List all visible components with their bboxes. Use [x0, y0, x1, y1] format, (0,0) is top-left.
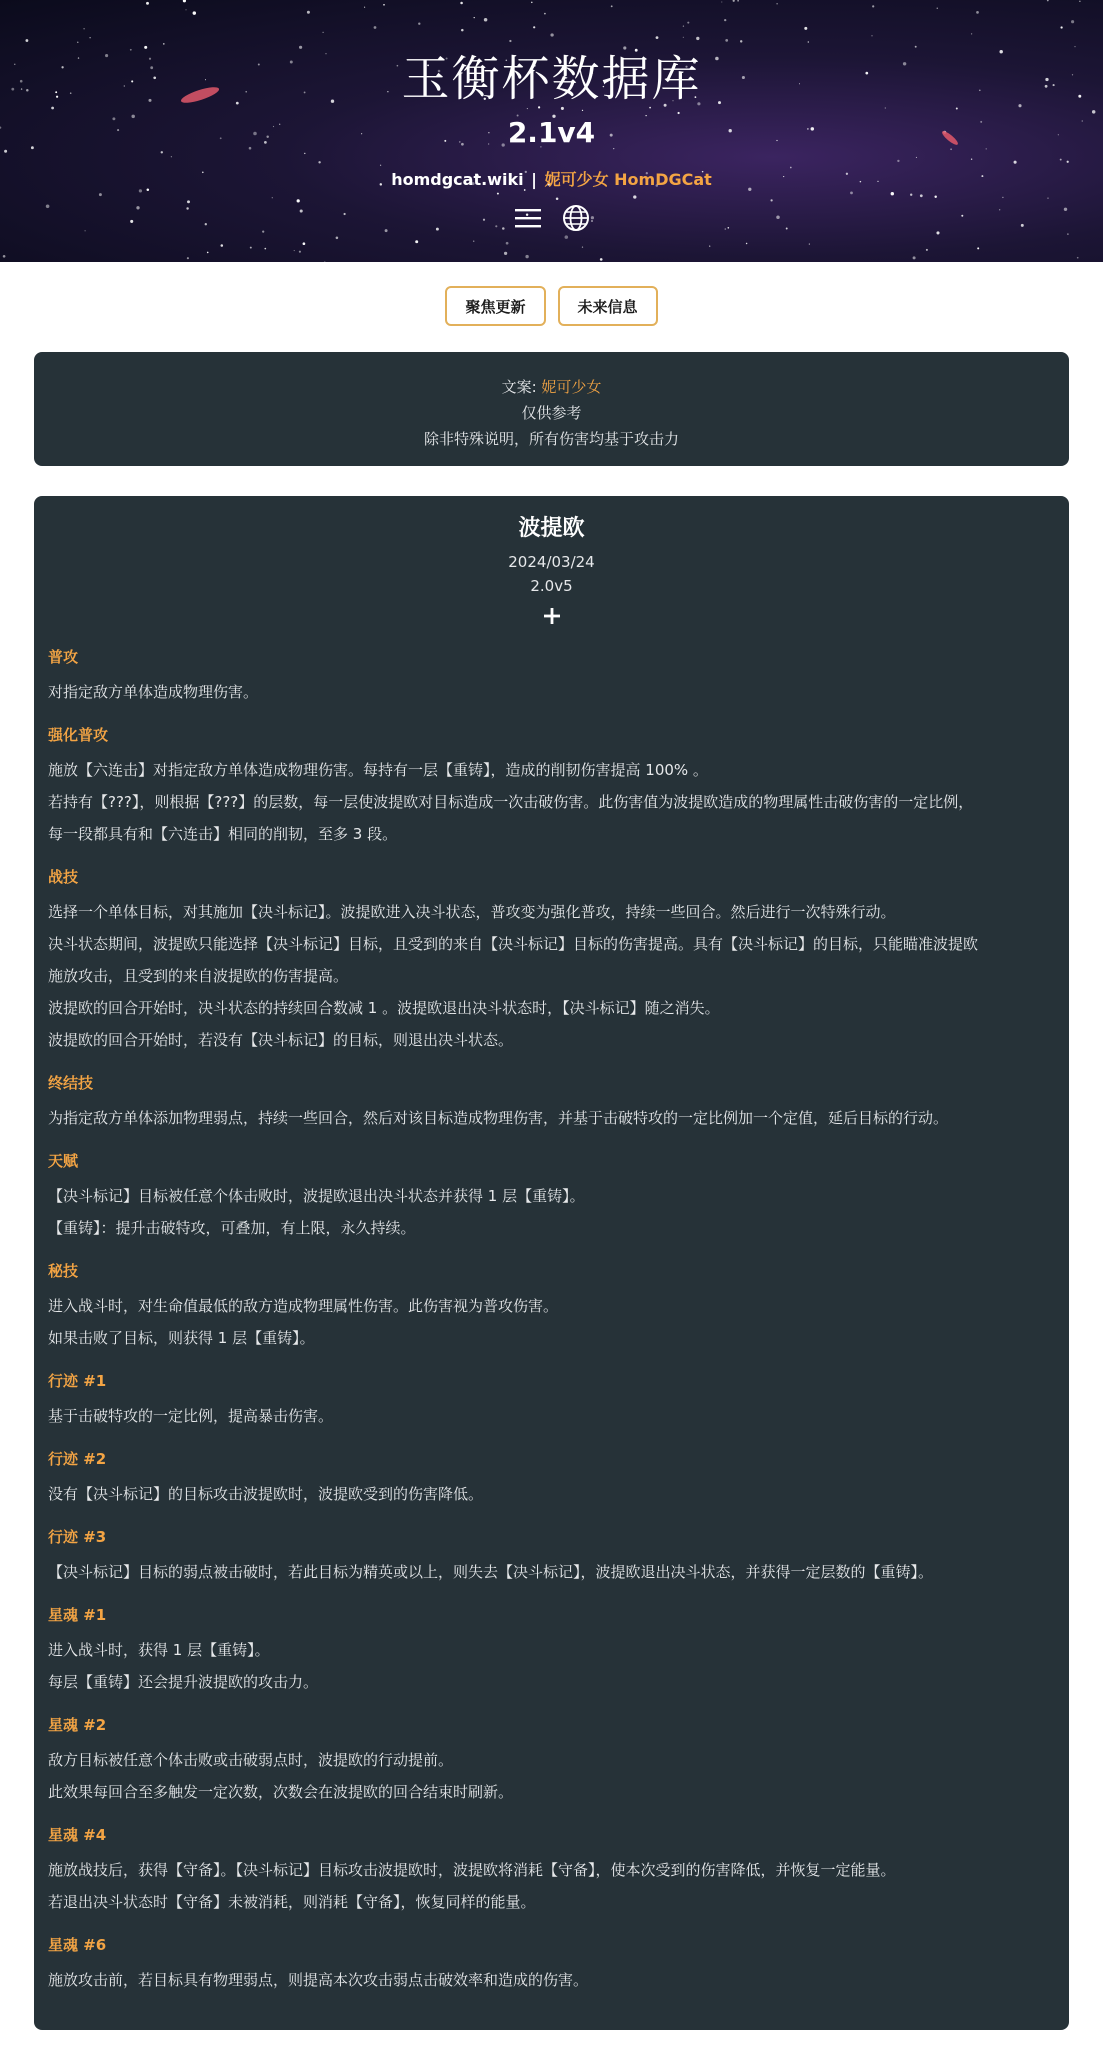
info-card: [34, 352, 1069, 466]
skill-description-line: 施放【六连击】对指定敌方单体造成物理伤害。每持有一层【重铸】，造成的削韧伤害提高 100% 。: [48, 761, 708, 779]
skill-description-line: 每层【重铸】还会提升波提欧的攻击力。: [48, 1673, 319, 1691]
skill-title: 行迹 #3: [48, 1528, 107, 1546]
author-link[interactable]: 妮可少女 HomDGCat: [544, 170, 712, 189]
skill-description-line: 若持有【???】，则根据【???】的层数，每一层使波提欧对目标造成一次击破伤害。此伤害值为波提欧造成的物理属性击破伤害的一定比例，: [48, 793, 974, 811]
skill-title: 星魂 #4: [48, 1826, 107, 1844]
skill-title: 强化普攻: [48, 726, 109, 744]
skill-description-line: 波提欧的回合开始时，决斗状态的持续回合数减 1 。波提欧退出决斗状态时，【决斗标记】随之消失。: [48, 999, 720, 1017]
skill-description-line: 【决斗标记】目标被任意个体击败时，波提欧退出决斗状态并获得 1 层【重铸】。: [48, 1187, 585, 1205]
skill-description-line: 此效果每回合至多触发一定次数，次数会在波提欧的回合结束时刷新。: [48, 1783, 514, 1801]
skill-description-line: 为指定敌方单体添加物理弱点，持续一些回合，然后对该目标造成物理伤害，并基于击破特攻的一定比例加一个定值，延后目标的行动。: [48, 1109, 949, 1127]
damage-note: 除非特殊说明，所有伤害均基于攻击力: [423, 430, 679, 448]
plus-icon[interactable]: [542, 606, 562, 626]
skill-description-line: 【重铸】：提升击破特攻，可叠加，有上限，永久持续。: [48, 1219, 416, 1237]
menu-icon[interactable]: [513, 203, 543, 233]
skill-title: 行迹 #2: [48, 1450, 107, 1468]
skill-description-line: 施放攻击，且受到的来自波提欧的伤害提高。: [48, 967, 349, 985]
nav-buttons: [0, 286, 1103, 326]
header-links: [0, 167, 1103, 190]
skill-title: 星魂 #1: [48, 1606, 107, 1624]
link-separator: |: [531, 170, 537, 189]
skill-list: [48, 644, 1055, 1996]
skill-section: [48, 1932, 1055, 1996]
skill-description-line: 波提欧的回合开始时，若没有【决斗标记】的目标，则退出决斗状态。: [48, 1031, 514, 1049]
site-link[interactable]: homdgcat.wiki: [391, 170, 524, 189]
globe-icon[interactable]: [561, 203, 591, 233]
skill-title: 星魂 #2: [48, 1716, 107, 1734]
skill-description-line: 施放战技后，获得【守备】。【决斗标记】目标攻击波提欧时，波提欧将消耗【守备】，使本次受到的伤害降低，并恢复一定能量。: [48, 1861, 896, 1879]
writer-line: [34, 374, 1069, 400]
header-icons: [0, 203, 1103, 233]
writer-name[interactable]: 妮可少女: [541, 378, 602, 396]
skill-title: 战技: [48, 868, 79, 886]
skill-section: [48, 1258, 1055, 1354]
skill-section: [48, 722, 1055, 850]
version-label: 2.1v4: [507, 116, 596, 149]
skill-title: 天赋: [48, 1152, 79, 1170]
skill-section: [48, 1446, 1055, 1510]
skill-title: 普攻: [48, 648, 79, 666]
skill-section: [48, 1822, 1055, 1918]
skill-description-line: 对指定敌方单体造成物理伤害。: [48, 683, 259, 701]
skill-description-line: 进入战斗时，对生命值最低的敌方造成物理属性伤害。此伤害视为普攻伤害。: [48, 1297, 559, 1315]
header-banner: [0, 0, 1103, 262]
skill-description-line: 进入战斗时，获得 1 层【重铸】。: [48, 1641, 270, 1659]
skill-section: [48, 1070, 1055, 1134]
skill-description-line: 【决斗标记】目标的弱点被击破时，若此目标为精英或以上，则失去【决斗标记】，波提欧退出决斗状态，并获得一定层数的【重铸】。: [48, 1563, 934, 1581]
page-title: 玉衡杯数据库: [401, 51, 702, 107]
skill-section: [48, 644, 1055, 708]
skill-description-line: 施放攻击前，若目标具有物理弱点，则提高本次攻击弱点击破效率和造成的伤害。: [48, 1971, 589, 1989]
skill-description-line: 若退出决斗状态时【守备】未被消耗，则消耗【守备】，恢复同样的能量。: [48, 1893, 536, 1911]
writer-label: 文案:: [501, 378, 537, 396]
skill-description-line: 敌方目标被任意个体击败或击破弱点时，波提欧的行动提前。: [48, 1751, 454, 1769]
skill-section: [48, 1712, 1055, 1808]
skill-section: [48, 1148, 1055, 1244]
skill-title: 终结技: [48, 1074, 94, 1092]
skill-description-line: 没有【决斗标记】的目标攻击波提欧时，波提欧受到的伤害降低。: [48, 1485, 484, 1503]
character-card: [34, 496, 1069, 2030]
character-name: 波提欧: [518, 516, 585, 541]
character-version: 2.0v5: [530, 577, 573, 595]
skill-section: [48, 864, 1055, 1056]
skill-description-line: 基于击破特攻的一定比例，提高暴击伤害。: [48, 1407, 334, 1425]
skill-description-line: 如果击败了目标，则获得 1 层【重铸】。: [48, 1329, 315, 1347]
focus-update-button[interactable]: 聚焦更新: [445, 286, 545, 326]
skill-section: [48, 1602, 1055, 1698]
skill-title: 行迹 #1: [48, 1372, 107, 1390]
skill-description-line: 选择一个单体目标，对其施加【决斗标记】。波提欧进入决斗状态，普攻变为强化普攻，持续一些回合。然后进行一次特殊行动。: [48, 903, 896, 921]
reference-note: 仅供参考: [521, 404, 582, 422]
skill-section: [48, 1524, 1055, 1588]
skill-section: [48, 1368, 1055, 1432]
character-date: 2024/03/24: [508, 553, 595, 571]
skill-description-line: 每一段都具有和【六连击】相同的削韧，至多 3 段。: [48, 825, 398, 843]
skill-title: 秘技: [48, 1262, 79, 1280]
skill-description-line: 决斗状态期间，波提欧只能选择【决斗标记】目标，且受到的来自【决斗标记】目标的伤害提高。具有【决斗标记】的目标，只能瞄准波提欧: [48, 935, 979, 953]
skill-title: 星魂 #6: [48, 1936, 107, 1954]
future-info-button[interactable]: 未来信息: [558, 286, 658, 326]
